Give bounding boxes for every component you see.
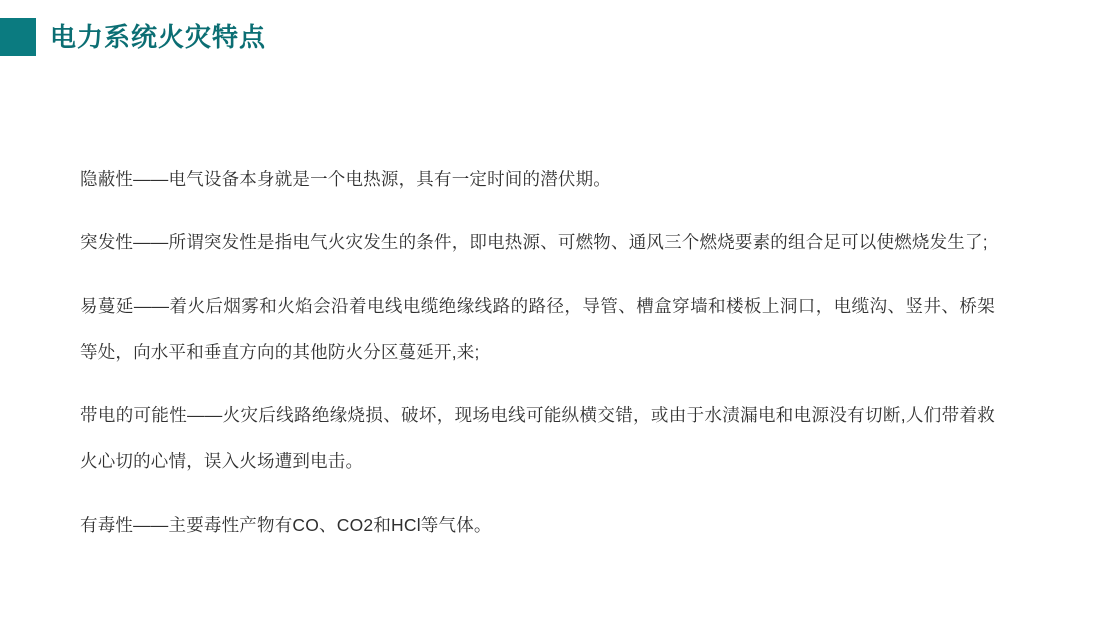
paragraph: 有毒性——主要毒性产物有CO、CO2和HCl等气体。 xyxy=(80,514,492,535)
paragraph: 突发性——所谓突发性是指电气火灾发生的条件，即电热源、可燃物、通风三个燃烧要素的组合足可以使燃烧发生了; xyxy=(80,232,988,252)
slide-header xyxy=(0,18,266,56)
paragraph: 隐蔽性——电气设备本身就是一个电热源，具有一定时间的潜伏期。 xyxy=(80,168,611,189)
page-title: 电力系统火灾特点 xyxy=(50,22,267,52)
header-accent-bar xyxy=(0,18,36,56)
paragraph: 易蔓延——着火后烟雾和火焰会沿着电线电缆绝缘线路的路径，导管、槽盒穿墙和楼板上洞口，电缆沟、竖井、桥架等处，向水平和垂直方向的其他防火分区蔓延开,来; xyxy=(80,295,995,362)
content-body xyxy=(80,138,995,565)
paragraph: 带电的可能性——火灾后线路绝缘烧损、破坏，现场电线可能纵横交错，或由于水渍漏电和电源没有切断,人们带着救火心切的心情，误入火场遭到电击。 xyxy=(80,405,995,471)
